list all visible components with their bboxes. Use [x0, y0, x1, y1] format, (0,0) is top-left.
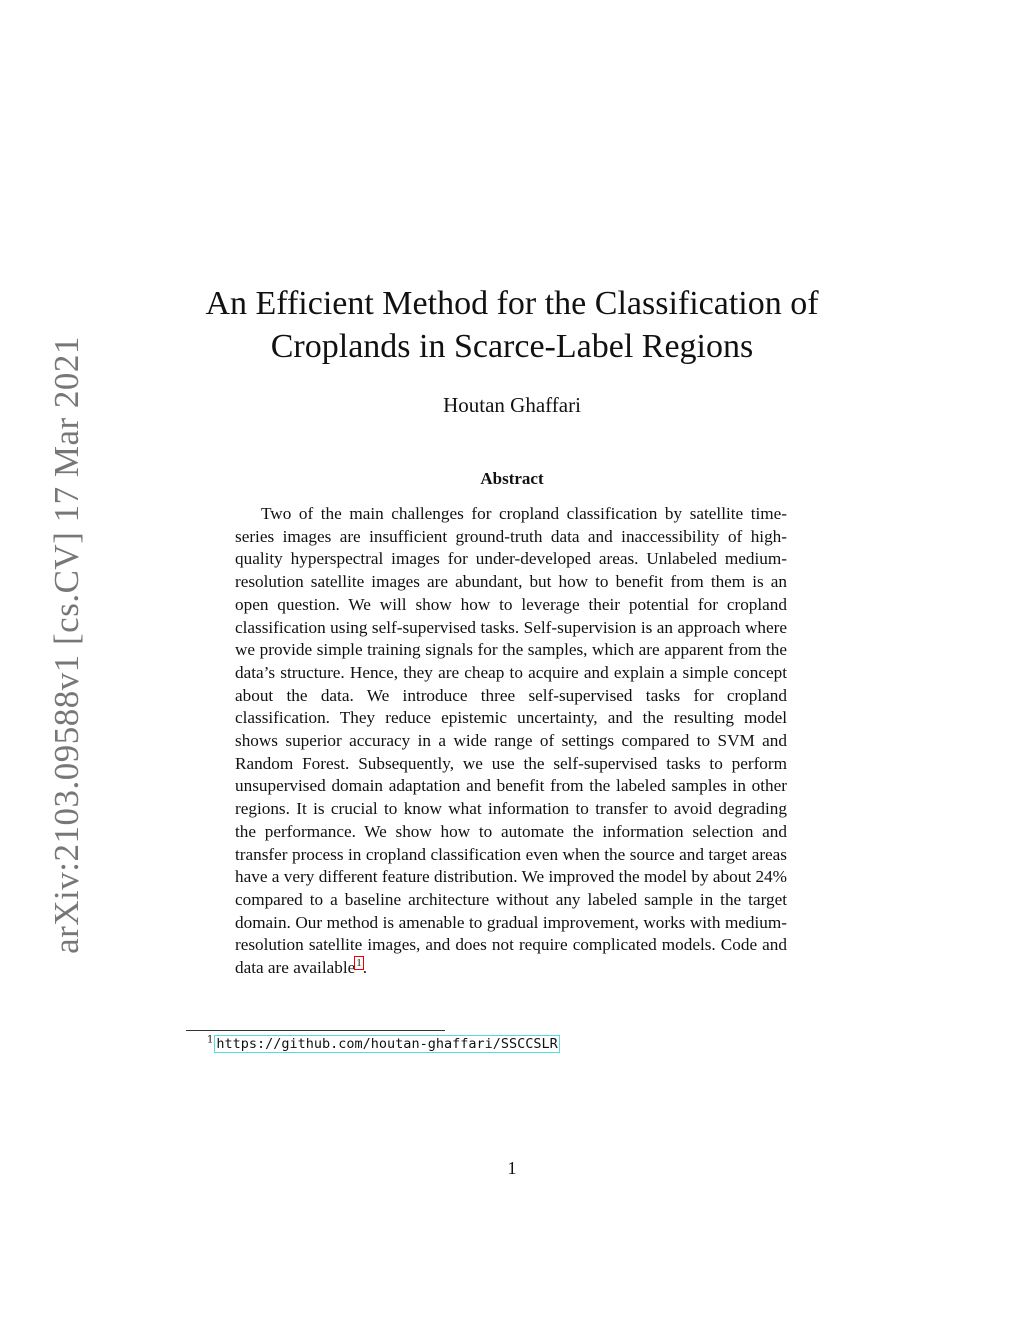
- title-line-1: An Efficient Method for the Classification of: [205, 285, 819, 322]
- title-line-2: Croplands in Scarce-Label Regions: [270, 328, 754, 365]
- footnote-reference-link[interactable]: 1: [356, 957, 362, 970]
- abstract-text: Two of the main challenges for cropland classification by satellite time-series images are insufficient ground-truth data and inaccessibility of high-quality hyperspectral images for under-developed areas. Unlabeled medium-resolution satellite images are abundant, but how to benefit from them is an open question. We will show how to leverage their potential for cropland classification using self-supervised tasks. Self-supervision is an approach where we provide simple training signals for the samples, which are apparent from the data’s structure. Hence, they are cheap to acquire and explain a simple concept about the data. We introduce three self-supervised tasks for cropland classification. They reduce epistemic uncertainty, and the resulting model shows superior accuracy in a wide range of settings compared to SVM and Random Forest. Subsequently, we use the self-supervised tasks to perform unsupervised domain adaptation and benefit from the labeled samples in other regions. It is crucial to know what information to transfer to avoid degrading the performance. We show how to automate the information selection and transfer process in cropland classification even when the source and target areas have a very different feature distribution. We improved the model by about 24% compared to a baseline architecture without any labeled sample in the target domain. Our method is amenable to gradual improvement, works with medium-resolution satellite images, and does not require complicated models. Code and data are available: [235, 504, 787, 978]
- abstract-body: [235, 503, 787, 980]
- abstract-heading: Abstract: [480, 469, 544, 488]
- page-number: 1: [507, 1158, 517, 1178]
- footnote: [207, 1036, 560, 1052]
- footnote-divider: [186, 1030, 445, 1031]
- author-name: Houtan Ghaffari: [443, 393, 581, 417]
- abstract-end-period: .: [362, 958, 368, 978]
- footnote-url-link[interactable]: https://github.com/houtan-ghaffari/SSCCSLR: [216, 1036, 558, 1052]
- footnote-number: 1: [207, 1034, 214, 1046]
- paper-title: [180, 282, 844, 368]
- arxiv-identifier-stamp: arXiv:2103.09588v1 [cs.CV] 17 Mar 2021: [47, 336, 86, 954]
